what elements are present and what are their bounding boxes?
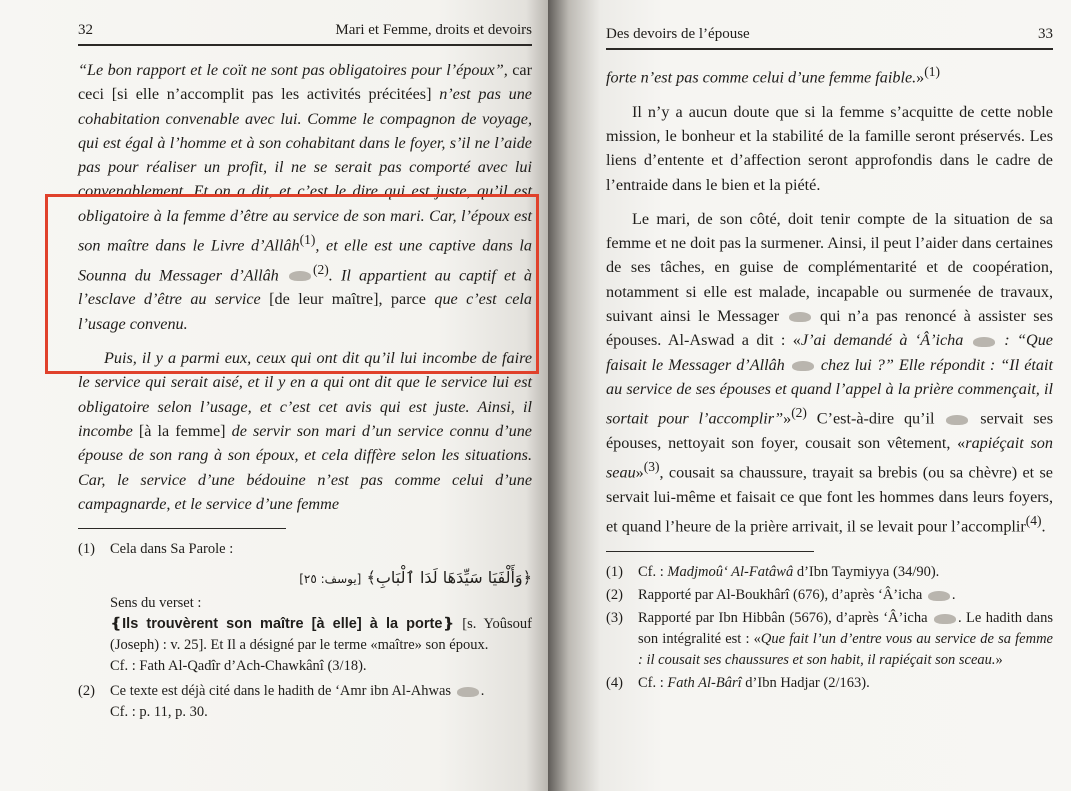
footnote-text (638, 562, 1053, 583)
text-run: “Le bon rapport et le coït ne sont pas obligatoires pour l’époux”, (78, 61, 513, 79)
left-body-text (78, 58, 532, 516)
saw-calligraphy-icon (973, 337, 995, 347)
footnote-number: (1) (78, 541, 95, 558)
footnote-ref: (4) (1025, 513, 1042, 529)
saw-calligraphy-icon (792, 361, 814, 371)
left-running-head: Mari et Femme, droits et devoirs (335, 22, 532, 38)
footnote-ref: (1) (924, 64, 941, 79)
text-run: . Il appartient au captif et à l’esclave d’être au service (78, 266, 532, 309)
text-run: qui n’a pas renoncé à assister ses épouses. Al-Aswad a dit : « (606, 307, 1054, 350)
text-run: Rapporté par Ibn Hibbân (5676), d’après ‘Â’icha (638, 609, 932, 626)
paragraph (606, 207, 1053, 539)
text-run: » (995, 651, 1003, 668)
footnote-number: (4) (606, 674, 623, 691)
text-run: d’Ibn Hadjar (2/163). (741, 674, 870, 691)
text-run: . (951, 586, 956, 603)
text-run: chez lui ?” Elle répondit : “Il était au service de ses épouses et quand l’appel à la prière commençait, il sortait pour l’accomplir” (606, 355, 1053, 428)
footnote (606, 562, 1053, 583)
text-run: car ceci [si elle n’accomplit pas les activités précitées] (78, 61, 532, 104)
text-run: » (635, 463, 644, 482)
right-running-header (606, 24, 1053, 50)
text-run: Puis, il y a parmi eux, ceux qui ont dit qu’il lui incombe de faire le service qui serait aisé, et il y en a qui ont dit que le service lui est obligatoire selon l’usage, et c’est cet avis qui est juste. Ainsi, il incombe (78, 349, 532, 440)
left-footnotes (78, 539, 532, 723)
paragraph (78, 58, 532, 336)
right-footnotes (606, 562, 1053, 694)
footnote-ref: (2) (791, 405, 807, 421)
text-run: que c’est cela l’usage convenu. (78, 290, 533, 333)
right-running-head: Des devoirs de l’épouse (606, 26, 750, 42)
verse-reference: [s. Yoûsouf (Joseph) : v. 25]. Et Il a désigné par le terme «maître» son époux. (110, 616, 532, 654)
saw-calligraphy-icon (457, 687, 479, 697)
verse-translation-line (110, 614, 532, 656)
text-run: Madjmoû‘ Al-Fatâwâ (667, 563, 794, 580)
footnote (78, 539, 532, 560)
text-run: servait ses épouses, nettoyait son foyer, cousait son vêtement, « (606, 409, 1054, 452)
footnote-text-main: Ce texte est déjà cité dans le hadith de ‘Amr ibn Al-Ahwas (110, 683, 452, 700)
footnote-text: Ce texte est déjà cité dans le hadith de ‘Amr ibn Al-Ahwas . Cf. : p. 11, p. 30. (110, 683, 485, 721)
footnote-ref: (1) (299, 232, 316, 248)
sense-label: Sens du verset : (110, 595, 202, 612)
left-page-number: 32 (78, 22, 93, 38)
left-running-header (78, 20, 532, 46)
footnote-separator (78, 528, 286, 529)
verse-translation: ❴Ils trouvèrent son maître [à elle] à la porte❵ (110, 616, 455, 633)
footnote-number: (2) (78, 683, 95, 700)
text-run: , cousait sa chaussure, trayait sa brebis (ou sa chèvre) et se servait lui-même et faisait ce que font les hommes dans leurs foyers, et quand l’heure de la prière arrivait, il se levait pour l’accomplir (606, 463, 1053, 536)
text-run: Il n’y a aucun doute que si la femme s’acquitte de cette noble mission, le bonheur et la stabilité de la famille seront préservés. Les liens d’entente et d’affection seront approfondis dans le cadre de l’entraide dans le bien et la piété. (606, 102, 1053, 194)
footnote (606, 608, 1053, 671)
text-run: rapiéçait son seau (606, 433, 1053, 482)
paragraph (606, 100, 1053, 197)
text-run: Cf. : (638, 563, 668, 580)
footnote-cf: Cf. : p. 11, p. 30. (110, 704, 208, 721)
text-run: forte n’est pas comme celui d’une femme faible. (606, 68, 917, 87)
text-run: Rapporté par Al-Boukhârî (676), d’après ‘Â’icha (638, 586, 926, 603)
text-run: J’ai demandé à ‘Â’icha (800, 331, 971, 350)
text-run: Cf. : (638, 674, 668, 691)
text-run: Fath Al-Bârî (667, 674, 742, 691)
footnote-separator (606, 551, 814, 552)
footnote-text: Cela dans Sa Parole : (110, 541, 234, 558)
saw-calligraphy-icon (946, 415, 968, 425)
text-run: . Le hadith dans son intégralité est : « (638, 609, 1053, 647)
saw-calligraphy-icon (289, 271, 311, 281)
footnote-text (638, 608, 1053, 671)
text-run: n’est pas une cohabitation convenable avec lui. Comme le compagnon de voyage, qui est égal à l’homme et à son cohabitant dans le foyer, s’il ne l’aide pas pour réaliser un profit, il ne se serait pas comporté avec lui convenablement. Et on a dit, et c’est le dire qui est juste, qu’il est obligatoire à la femme d’être au service de son mari. Car, l’époux est son maître dans le Livre d’Allâh (78, 85, 532, 255)
right-page-number: 33 (1038, 26, 1053, 42)
saw-calligraphy-icon (928, 591, 950, 601)
footnote-ref: (3) (643, 459, 660, 475)
footnote (78, 681, 532, 723)
text-run: Que fait l’un d’entre vous au service de sa femme : il cousait ses chaussures et son habit, il rapiéçait son sceau. (638, 630, 1053, 668)
saw-calligraphy-icon (934, 614, 956, 624)
arabic-verse-ref: [يوسف: ٢٥] (299, 572, 362, 587)
text-run: C’est-à-dire qu’il (806, 409, 945, 428)
text-run: [de leur maître], parce (269, 290, 435, 309)
text-run: » (783, 409, 792, 428)
text-run: de servir son mari d’un service connu d’une épouse de son rang à son époux, et cela diffère selon les situations. Car, le service d’une bédouine n’est pas comme celui d’une campagnarde, et le service d’une femme (78, 421, 532, 513)
verse-sense (78, 593, 532, 677)
text-run: d’Ibn Taymiyya (34/90). (793, 563, 940, 580)
text-run: Le mari, de son côté, doit tenir compte de la situation de sa femme et ne doit pas la surmener. Ainsi, il peut l’aider dans certaines de ses tâches, en guise de complémentarité et de coopération, notamment si elle est malade, incapable ou surmenée de travaux, suivant ainsi le Messager (606, 209, 1053, 326)
text-run: » (916, 68, 925, 87)
footnote-number: (1) (606, 563, 623, 580)
text-run: . (1041, 517, 1046, 536)
paragraph (78, 346, 532, 516)
footnote-number: (3) (606, 609, 623, 626)
text-run: : “Que faisait le Messager d’Allâh (606, 331, 1053, 374)
footnote (606, 673, 1053, 694)
footnote-ref: (2) (312, 261, 329, 277)
cf-reference: Cf. : Fath Al-Qadîr d’Ach-Chawkânî (3/18). (110, 658, 367, 675)
text-run: [à la femme] (138, 421, 232, 440)
arabic-verse-text: ﴿وَأَلْفَيَا سَيِّدَهَا لَدَا ٱلْبَابِ﴾ (366, 568, 532, 588)
footnote-number: (2) (606, 586, 623, 603)
footnote-text (638, 585, 1053, 606)
saw-calligraphy-icon (789, 312, 811, 322)
footnote-text (638, 673, 1053, 694)
right-body-text (606, 60, 1053, 539)
paragraph (606, 60, 1053, 90)
arabic-verse (78, 568, 532, 587)
footnote (606, 585, 1053, 606)
right-page (548, 0, 1071, 791)
text-run: , et elle est une captive dans la Sounna du Messager d’Allâh (78, 236, 532, 285)
